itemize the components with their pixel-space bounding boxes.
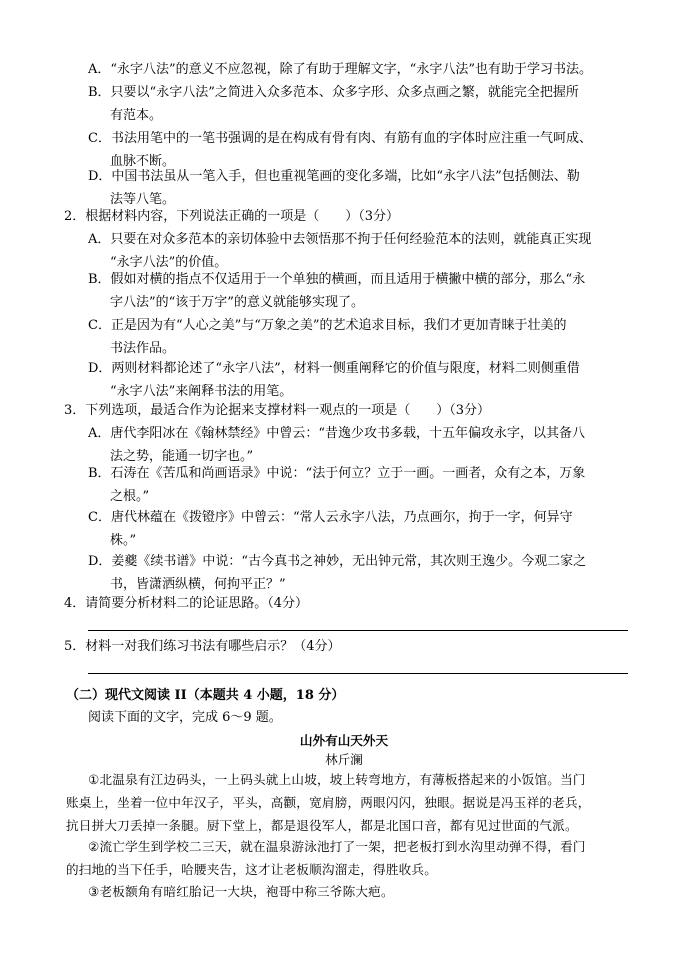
q3-option-c bbox=[88, 506, 573, 552]
q3-option-d-line2: 书，皆潇洒纵横，何拘平正？” bbox=[110, 577, 286, 592]
q2-option-c bbox=[88, 314, 567, 360]
paragraph-3-line1: ③老板额角有暗红胎记一大块，袍哥中称三爷陈大疤。 bbox=[88, 884, 394, 899]
article-title: 山外有山天外天 bbox=[299, 733, 389, 748]
paragraph-2-line1: ②流亡学生到学校二三天，就在温泉游泳池打了一架，把老板打到水沟里动弹不得，看门 bbox=[88, 839, 586, 854]
paragraph-1-line3: 抗日拼大刀丢掉一条腿。厨下堂上，都是退役军人，都是北国口音，都有见过世面的气派。 bbox=[66, 818, 578, 833]
q1-option-b bbox=[88, 81, 579, 127]
q1-option-b-line2: 有范本。 bbox=[110, 108, 163, 123]
q2-option-c-line2: 书法作品。 bbox=[110, 341, 176, 356]
q2-option-d bbox=[88, 357, 580, 403]
q2-option-a-line1: A．只要在对众多范本的亲切体验中去领悟那不拘于任何经验范本的法则，就能真正实现 bbox=[88, 232, 592, 247]
q3-option-a-line1: A．唐代李阳冰在《翰林禁经》中曾云：“昔逸少攻书多载，十五年偏攻永字，以其备八 bbox=[88, 426, 586, 441]
q2-option-b-line2: 字八法”的“该于万字”的意义就能够实现了。 bbox=[110, 295, 364, 310]
q1-option-c-line1: C．书法用笔中的一笔书强调的是在构成有骨有肉、有筋有血的字体时应注重一气呵成、 bbox=[88, 131, 592, 146]
q2-option-c-line1: C．正是因为有“人心之美”与“万象之美”的艺术追求目标，我们才更加青睐于壮美的 bbox=[88, 318, 567, 333]
q2-option-d-line1: D．两则材料都论述了“永字八法”，材料一侧重阐释它的价值与限度，材料二则侧重借 bbox=[88, 361, 580, 376]
q1-option-c-line2: 血脉不断。 bbox=[110, 154, 176, 169]
q2-option-b bbox=[88, 268, 585, 314]
q5-answer-line[interactable] bbox=[88, 673, 628, 674]
article-author: 林斤澜 bbox=[325, 752, 363, 767]
q2-option-a-line2: “永字八法”的价值。 bbox=[110, 255, 228, 270]
q3-option-b-line2: 之根。” bbox=[110, 489, 150, 504]
q1-option-b-line1: B．只要以“永字八法”之简进入众多范本、众多字形、众多点画之繁，就能完全把握所 bbox=[88, 85, 579, 100]
q3-option-c-line1: C．唐代林蕴在《拨镫序》中曾云：“常人云永字八法，乃点画尔，拘于一字，何异守 bbox=[88, 510, 573, 525]
q2-option-b-line1: B．假如对横的指点不仅适用于一个单独的横画，而且适用于横撇中横的部分，那么“永 bbox=[88, 272, 586, 287]
section2-heading: （二）现代文阅读 II（本题共 4 小题，18 分） bbox=[66, 688, 345, 703]
article-paragraph-3 bbox=[66, 880, 394, 903]
section2-instruction: 阅读下面的文字，完成 6～9 题。 bbox=[88, 710, 282, 725]
paragraph-2-line2: 的扫地的当下任手，哈腰夹告，这才让老板顺沟溜走，得胜收兵。 bbox=[66, 862, 438, 877]
article-paragraph-1 bbox=[66, 768, 591, 837]
q3-option-d-line1: D．姜夔《续书谱》中说：“古今真书之神妙，无出钟元常，其次则王逸少。今观二家之 bbox=[88, 554, 587, 569]
q4-stem: 4．请简要分析材料二的论证思路。（4分） bbox=[64, 596, 309, 611]
q1-option-d-line2: 法等八笔。 bbox=[110, 192, 176, 207]
q3-option-d bbox=[88, 550, 586, 596]
q1-option-a-text: A．“永字八法”的意义不应忽视，除了有助于理解文字，“永字八法”也有助于学习书法。 bbox=[88, 62, 592, 77]
q3-stem: 3．下列选项，最适合作为论据来支撑材料一观点的一项是（ ）（3分） bbox=[64, 403, 491, 418]
article-paragraph-2 bbox=[66, 835, 586, 881]
q1-option-d-line1: D．中国书法虽从一笔入手，但也重视笔画的变化多端，比如“永字八法”包括侧法、勒 bbox=[88, 169, 580, 184]
q3-option-c-line2: 株。” bbox=[110, 533, 137, 548]
q3-option-b-line1: B．石涛在《苦瓜和尚画语录》中说：“法于何立？立于一画。一画者，众有之本，万象 bbox=[88, 466, 586, 481]
paragraph-1-line1: ①北温泉有江边码头，一上码头就上山坡，坡上转弯地方，有薄板搭起来的小饭馆。当门 bbox=[88, 772, 586, 787]
q5-stem: 5．材料一对我们练习书法有哪些启示？（4分） bbox=[64, 639, 341, 654]
q3-option-b bbox=[88, 462, 585, 508]
paragraph-1-line2: 账桌上，坐着一位中年汉子，平头，高颧，宽肩膀，两眼闪闪，独眼。据说是冯玉祥的老兵， bbox=[66, 795, 591, 810]
q1-option-a bbox=[88, 58, 592, 81]
q2-stem: 2．根据材料内容，下列说法正确的一项是（ ）（3分） bbox=[64, 209, 400, 224]
q4-answer-line[interactable] bbox=[88, 630, 628, 631]
q2-option-d-line2: “永字八法”来阐释书法的用笔。 bbox=[110, 384, 293, 399]
q3-option-a-line2: 法之势，能通一切字也。” bbox=[110, 449, 254, 464]
